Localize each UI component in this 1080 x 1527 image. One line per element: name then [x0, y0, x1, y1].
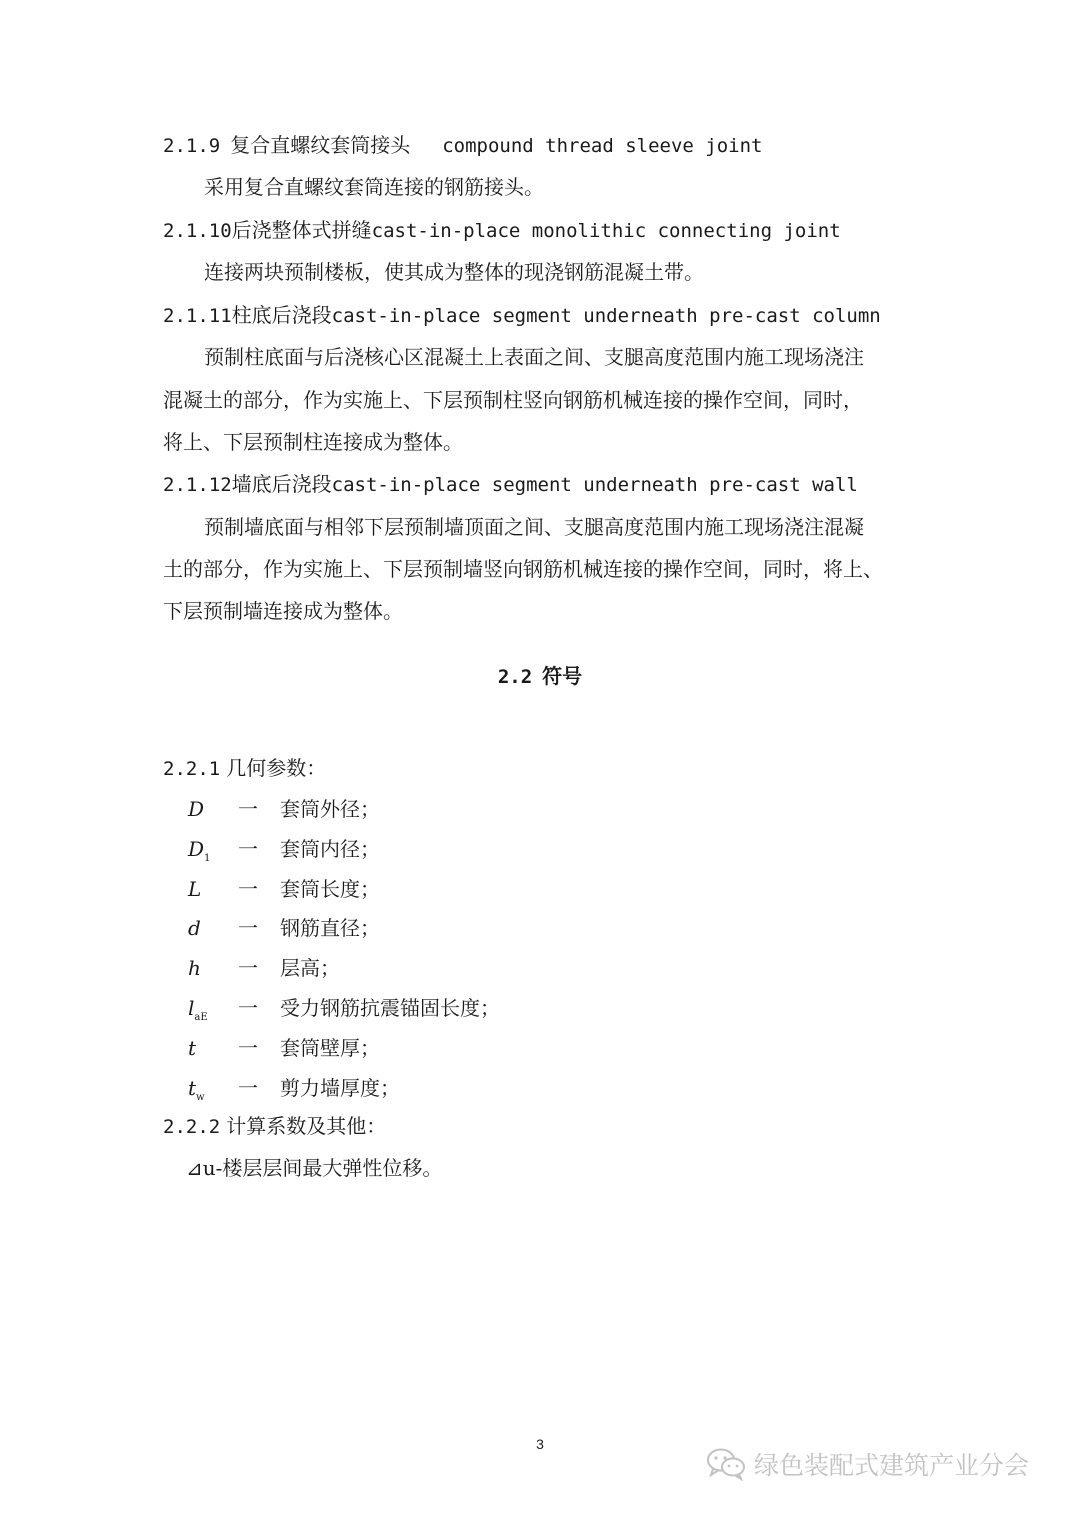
term-heading-2-1-12	[163, 471, 858, 498]
term-number: 2.1.10	[163, 220, 232, 242]
symbol-description: 套筒外径；	[280, 797, 380, 821]
symbol-description: 钢筋直径；	[280, 916, 380, 940]
subsection-number: 2.2.1	[163, 758, 221, 780]
subsection-number: 2.2.2	[163, 1116, 221, 1138]
subsection-title: 几何参数：	[226, 756, 327, 780]
term-heading-2-1-10	[163, 217, 841, 244]
term-definition-line: 预制柱底面与后浇核心区混凝土上表面之间、支腿高度范围内施工现场浇注	[204, 345, 864, 369]
term-definition-line: 预制墙底面与相邻下层预制墙顶面之间、支腿高度范围内施工现场浇注混凝	[204, 515, 864, 539]
section-title: 符号	[542, 664, 583, 688]
symbol	[188, 995, 208, 1031]
subsection-heading-2-2-2	[163, 1113, 386, 1140]
page-number: 3	[536, 1436, 544, 1452]
symbol-subscript: 1	[204, 853, 211, 864]
symbol-description: 套筒壁厚；	[280, 1036, 380, 1060]
symbol-dash: 一	[238, 996, 258, 1020]
term-title-zh: 墙底后浇段	[231, 472, 332, 496]
symbol-subscript: aE	[194, 1012, 208, 1023]
symbol-dash: 一	[238, 877, 258, 901]
symbol	[188, 1075, 205, 1111]
symbol-dash: 一	[238, 837, 258, 861]
symbol	[188, 915, 201, 941]
term-heading-2-1-11	[163, 302, 881, 329]
term-title-zh: 复合直螺纹套筒接头	[230, 133, 411, 157]
symbol-dash: 一	[238, 1036, 258, 1060]
symbol	[188, 955, 201, 981]
term-definition: 采用复合直螺纹套筒连接的钢筋接头。	[204, 175, 544, 199]
symbol-description: 套筒内径；	[280, 837, 380, 861]
symbol-description: 剪力墙厚度；	[280, 1076, 400, 1100]
term-definition-line: 混凝土的部分，作为实施上、下层预制柱竖向钢筋机械连接的操作空间，同时，	[163, 388, 863, 412]
symbol-letter: D	[188, 797, 205, 821]
symbol-letter: L	[188, 877, 202, 901]
term-title-zh: 后浇整体式拼缝	[231, 218, 372, 242]
symbol-letter: l	[188, 996, 195, 1020]
symbol-letter: t	[188, 1076, 197, 1100]
wechat-icon	[706, 1447, 746, 1481]
symbol-dash: 一	[238, 956, 258, 980]
symbol-letter: D	[188, 837, 205, 861]
symbol-letter: d	[188, 916, 201, 940]
term-title-zh: 柱底后浇段	[231, 303, 332, 327]
watermark	[706, 1444, 1029, 1484]
symbol-dash: 一	[238, 797, 258, 821]
section-heading	[0, 663, 1080, 690]
term-number: 2.1.11	[163, 305, 232, 327]
term-heading-2-1-9	[163, 132, 763, 159]
term-number: 2.1.9	[163, 135, 221, 157]
term-title-en: cast-in-place monolithic connecting joint	[371, 220, 841, 242]
subsection-title: 计算系数及其他：	[226, 1114, 387, 1138]
term-definition-line: 土的部分，作为实施上、下层预制墙竖向钢筋机械连接的操作空间，同时，将上、	[163, 557, 883, 581]
term-definition-line: 将上、下层预制柱连接成为整体。	[163, 430, 463, 454]
symbol-dash: 一	[238, 1076, 258, 1100]
symbol-subscript: w	[196, 1092, 205, 1103]
subsection-heading-2-2-1	[163, 755, 326, 782]
coefficient-item: ⊿u-楼层层间最大弹性位移。	[186, 1156, 443, 1180]
term-title-en: cast-in-place segment underneath pre-cast column	[331, 305, 881, 327]
symbol-letter: t	[188, 1036, 197, 1060]
term-title-en: cast-in-place segment underneath pre-cast wall	[331, 474, 858, 496]
symbol-description: 套筒长度；	[280, 877, 380, 901]
watermark-text: 绿色装配式建筑产业分会	[754, 1451, 1030, 1480]
symbol-letter: h	[188, 956, 201, 980]
term-number: 2.1.12	[163, 474, 232, 496]
term-definition: 连接两块预制楼板，使其成为整体的现浇钢筋混凝土带。	[204, 260, 704, 284]
symbol	[188, 1035, 196, 1061]
term-title-en: compound thread sleeve joint	[442, 135, 763, 157]
symbol	[188, 796, 204, 822]
symbol-dash: 一	[238, 916, 258, 940]
term-definition-line: 下层预制墙连接成为整体。	[163, 599, 403, 623]
symbol	[188, 836, 210, 872]
section-number: 2.2	[497, 666, 533, 688]
symbol	[188, 876, 201, 902]
symbol-description: 层高；	[280, 956, 340, 980]
symbol-description: 受力钢筋抗震锚固长度；	[280, 996, 500, 1020]
